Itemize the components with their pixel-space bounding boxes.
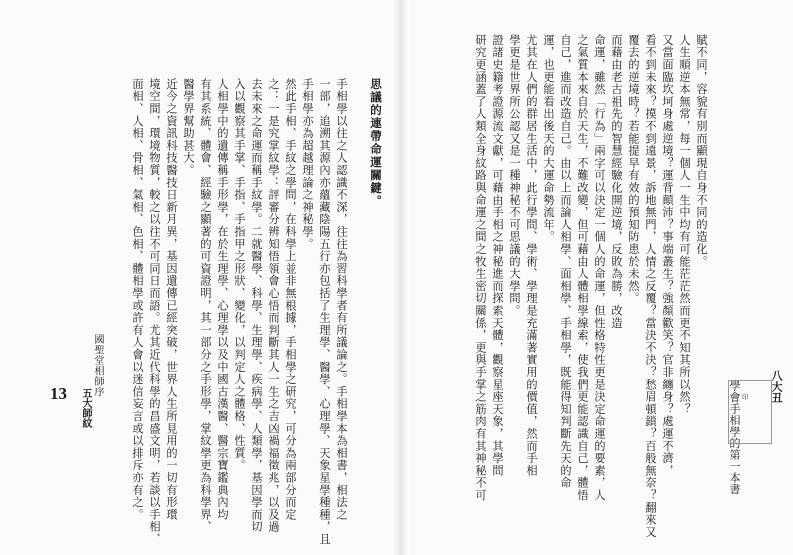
book-gutter: [392, 0, 410, 555]
left-text-column-10: 醫學界幫助甚大。: [182, 78, 195, 177]
right-text-column-2: 人生順逆本無常，每一個人一生中均有可能茫茫然而更不知其所以然？: [678, 34, 691, 416]
right-text-column-1: 賦不同，容貌有別而顯現自身不同的造化。: [695, 34, 708, 268]
left-body-text: [110, 78, 350, 546]
left-text-column-11: 近今之資訊科技醫技日新月異，基因遺傳已經突破，世界人生所見用的一切有形環: [165, 78, 178, 521]
right-text-column-12: 學更是世界所公認又是一種神秘不可思議的大學問。: [508, 34, 521, 317]
right-text-column-8: 之氣質本來自於天生，不難改變，但可藉由人體相學線索，使我們更能認識自己，體悟: [576, 34, 589, 502]
left-text-column-6: 去未來之命運而稱手紋學。二就醫學、科學、生理學、疾病學、人類學，基因學而切: [250, 78, 263, 534]
left-text-column-5: 之：一是究掌紋學：評審分辨知悟領會心悟而判斷其人一生之吉凶禍福徵兆，以及過: [267, 78, 280, 534]
right-text-column-4: 看不到未來？摸不到遠景，訴地無門，人情之反覆？當決不決？愁眉頓鎖？百般無奈？翻來又: [644, 34, 657, 539]
left-text-column-7: 入以觀察其手掌、手指、手指甲之形狀、變化，以判定人之體格、性質。: [233, 78, 246, 472]
left-heading: 思議的連帶命運關鍵。: [369, 78, 383, 208]
left-running-title: 國聖堂相師序: [92, 334, 103, 397]
right-text-column-10: 運，也更能看出後天的大運命勢流年。: [542, 34, 555, 244]
right-running-title: 學會手相學的第一本書: [728, 380, 741, 495]
right-text-column-9: 自己，進而改造自己。由以上而論人相學、面相學、手相學，既能得知判斷先天的命: [559, 34, 572, 490]
right-text-column-3: 又當面臨坎坷身處逆境？運背顛沛？事端叢生？強顏歡笑？官非纏身？處運不濟，: [661, 34, 674, 477]
seal-text: 五大師紋: [80, 388, 91, 428]
left-text-column-13: 面相、人相、骨相、氣相、色相、體相學或許有人會以迷信妄言或以排斥亦有之。: [131, 78, 144, 521]
left-text-column-3: 手相學亦為超越理論之神秘學。: [301, 78, 314, 251]
right-text-column-11: 尤其在人們的群居生活中，此行學問、學術、學理是充滿著實用的價值，然而手相: [525, 34, 538, 477]
right-body-text: [430, 34, 710, 539]
right-text-column-7: 命運，雖然「行為」兩字可以決定一個人的命運，但性格特性更是決定命運的要素，人: [593, 34, 606, 502]
printer-imprint: [48, 405, 106, 455]
left-text-column-2: 一部，追溯其源內亦蘊藏陰陽五行亦包括了生理學、醫學、心理學、天象星學種種，且: [318, 78, 331, 546]
right-text-column-5: 覆去的逆境時？若能提早有效的預知防患於未然。: [627, 34, 640, 305]
left-text-column-8: 人相學中的遺傳稱手形學，在於生理學、心理學以及中國古漢醫、醫宗寶鑑典內均: [216, 78, 229, 521]
left-text-column-12: 境空間，環境物質，較之以往不可同日而語。尤其近代科學的昌盛文明，若談以手相、: [148, 78, 161, 546]
seal-mark: 印: [742, 393, 749, 401]
right-text-column-6: 而藉由老古祖先的智慧經驗化開逆境，反敗為勝，改造: [610, 34, 623, 330]
right-text-column-13: 證諸史籍考證源流文獻，可藉由手相之神秘進而探索天體，觀察星座天象，其學問: [491, 34, 504, 477]
publisher-seal: [728, 380, 772, 444]
left-text-column-9: 有其系統、體會、經驗之顯著的可資證明，其一部分之手形學，掌紋學更為科學界、: [199, 78, 212, 534]
left-text-column-1: 手相學以往之人認識不深，往往為習科學者有所議論之。手相學本為相書，相法之: [335, 78, 348, 521]
right-text-column-14: 研究更涵蓋了人類全身紋路與命運之間之牧生密切關係，更與手掌之筋肉有其神秘不可: [474, 34, 487, 502]
right-page-label: 八大丑: [770, 370, 783, 403]
left-text-column-4: 然此手相、手紋之學問，在科學上並非無根據，手相學之研究，可分為兩部分而定: [284, 78, 297, 521]
page-number: 13: [50, 384, 67, 403]
